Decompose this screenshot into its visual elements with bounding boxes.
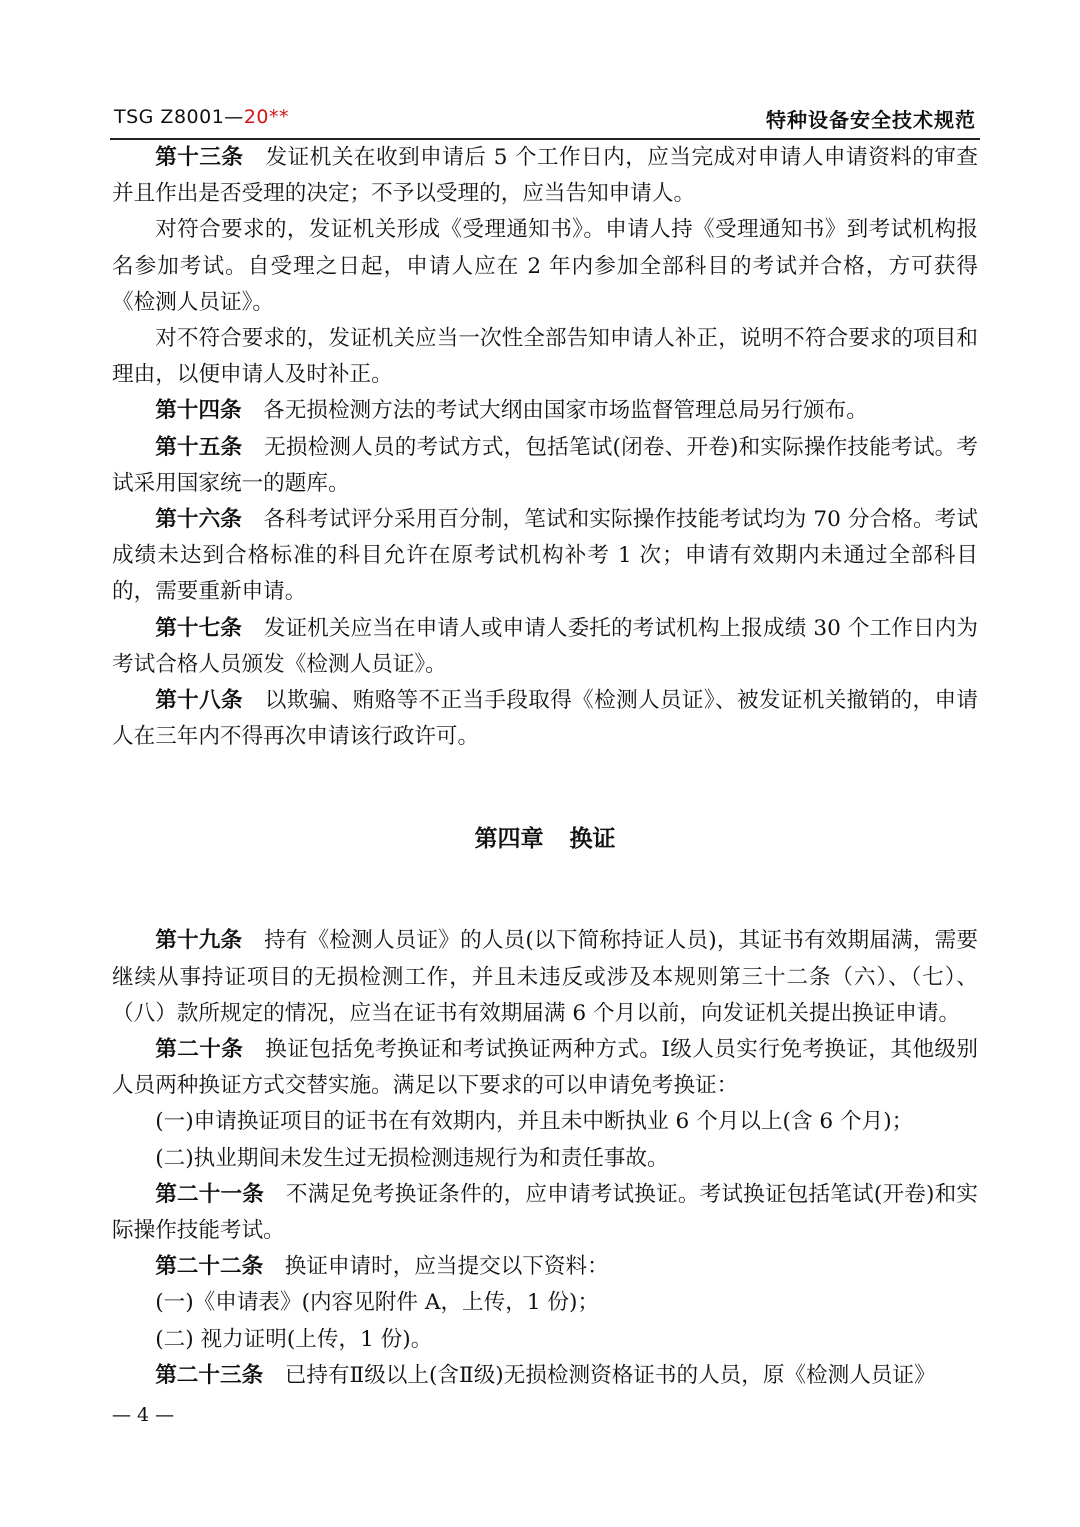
document-body: [112, 140, 978, 1394]
paragraph-text: 对不符合要求的，发证机关应当一次性全部告知申请人补正，说明不符合要求的项目和理由，以便申请人及时补正。: [112, 326, 978, 388]
articles-section-3: [112, 140, 978, 755]
article-paragraph: [112, 430, 978, 502]
paragraph-text: 各无损检测方法的考试大纲由国家市场监督管理总局另行颁布。: [263, 398, 868, 424]
paragraph: [112, 1104, 978, 1140]
article-paragraph: [112, 1249, 978, 1285]
paragraph-text: 持有《检测人员证》的人员(以下简称持证人员)，其证书有效期届满，需要继续从事持证项目的无损检测工作，并且未违反或涉及本规则第三十二条（六）、（七）、（八）款所规定的情况，应当在证书有效期届满 6 个月以前，向发证机关提出换证申请。: [112, 928, 978, 1026]
article-label: 第十九条: [155, 928, 243, 954]
article-paragraph: [112, 1032, 978, 1104]
articles-section-4: [112, 923, 978, 1394]
paragraph-text: 换证申请时，应当提交以下资料：: [284, 1254, 609, 1280]
paragraph-text: (一)《申请表》(内容见附件 A，上传，1 份)；: [155, 1290, 600, 1316]
paragraph-text: (二) 视力证明(上传，1 份)。: [155, 1326, 433, 1352]
article-paragraph: [112, 683, 978, 755]
article-label: 第十八条: [155, 688, 243, 714]
chapter-title: 换证: [569, 826, 616, 853]
header-title: 特种设备安全技术规范: [766, 108, 976, 132]
article-label: 第十六条: [155, 507, 243, 533]
paragraph: [112, 321, 978, 393]
article-paragraph: [112, 393, 978, 429]
standard-code: [114, 106, 289, 128]
paragraph-text: 已持有Ⅱ级以上(含Ⅱ级)无损检测资格证书的人员，原《检测人员证》: [284, 1362, 936, 1388]
page-number: — 4 —: [112, 1404, 175, 1426]
article-label: 第二十一条: [155, 1181, 265, 1207]
chapter-heading: [112, 821, 978, 857]
article-paragraph: [112, 502, 978, 611]
paragraph-text: 对符合要求的，发证机关形成《受理通知书》。申请人持《受理通知书》到考试机构报名参加考试。自受理之日起，申请人应在 2 年内参加全部科目的考试并合格，方可获得《检测人员证》。: [112, 217, 978, 315]
article-label: 第二十条: [155, 1037, 244, 1063]
page-header: [110, 104, 980, 140]
paragraph-text: (二)执业期间未发生过无损检测违规行为和责任事故。: [155, 1145, 669, 1171]
paragraph-text: 各科考试评分采用百分制，笔试和实际操作技能考试均为 70 分合格。考试成绩未达到合格标准的科目允许在原考试机构补考 1 次；申请有效期内未通过全部科目的，需要重新申请。: [112, 507, 978, 605]
article-label: 第十七条: [155, 615, 243, 641]
paragraph: [112, 212, 978, 321]
article-label: 第十四条: [155, 398, 242, 424]
paragraph-text: 换证包括免考换证和考试换证两种方式。Ⅰ级人员实行免考换证，其他级别人员两种换证方式交替实施。满足以下要求的可以申请免考换证：: [112, 1037, 978, 1099]
paragraph-text: 无损检测人员的考试方式，包括笔试(闭卷、开卷)和实际操作技能考试。考试采用国家统一的题库。: [112, 434, 978, 496]
chapter-number: 第四章: [474, 826, 544, 853]
paragraph: [112, 1322, 978, 1358]
article-paragraph: [112, 1358, 978, 1394]
article-paragraph: [112, 1177, 978, 1249]
standard-code-prefix: TSG Z8001—: [114, 106, 244, 128]
article-paragraph: [112, 611, 978, 683]
paragraph: [112, 1285, 978, 1321]
article-paragraph: [112, 140, 978, 212]
standard-code-year: 20**: [243, 106, 289, 128]
article-label: 第二十二条: [155, 1254, 264, 1280]
article-label: 第十三条: [155, 145, 244, 170]
article-label: 第十五条: [155, 434, 243, 460]
article-paragraph: [112, 923, 978, 1032]
paragraph-text: 以欺骗、贿赂等不正当手段取得《检测人员证》、被发证机关撤销的，申请人在三年内不得再次申请该行政许可。: [112, 688, 978, 750]
paragraph: [112, 1141, 978, 1177]
paragraph-text: 发证机关在收到申请后 5 个工作日内，应当完成对申请人申请资料的审查并且作出是否受理的决定；不予以受理的，应当告知申请人。: [112, 145, 978, 207]
paragraph-text: 不满足免考换证条件的，应申请考试换证。考试换证包括笔试(开卷)和实际操作技能考试。: [112, 1181, 978, 1244]
paragraph-text: 发证机关应当在申请人或申请人委托的考试机构上报成绩 30 个工作日内为考试合格人员颁发《检测人员证》。: [112, 615, 978, 677]
paragraph-text: (一)申请换证项目的证书在有效期内，并且未中断执业 6 个月以上(含 6 个月)；: [155, 1109, 914, 1135]
article-label: 第二十三条: [155, 1362, 264, 1388]
